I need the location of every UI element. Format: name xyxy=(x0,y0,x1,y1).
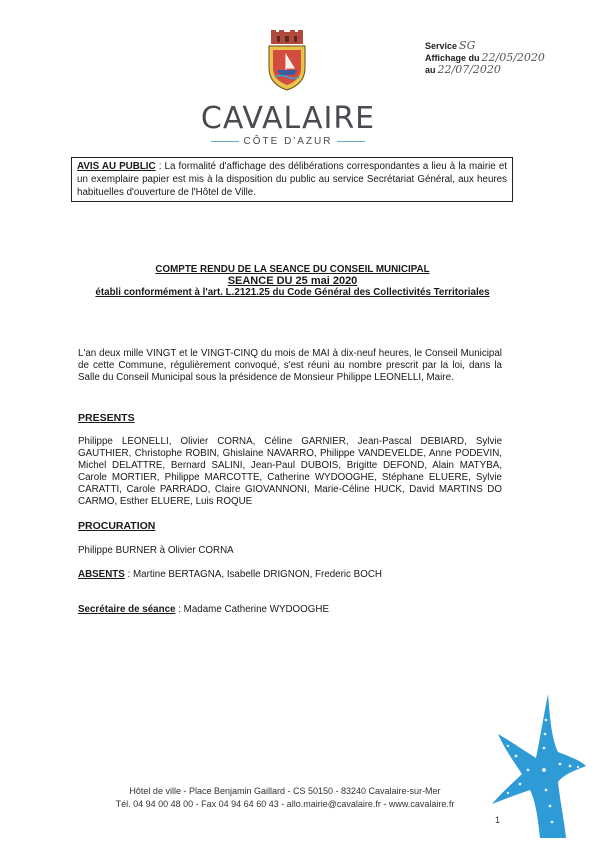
procuration-text: Philippe BURNER à Olivier CORNA xyxy=(78,545,234,556)
secretaire-label: Secrétaire de séance xyxy=(78,604,176,615)
coat-of-arms-logo xyxy=(265,30,309,92)
page-number: 1 xyxy=(495,815,501,825)
secretaire-text: : Madame Catherine WYDOOGHE xyxy=(175,604,330,615)
document-title-block xyxy=(90,264,495,299)
brand-rule-left xyxy=(211,141,239,142)
service-stamp xyxy=(425,40,590,76)
public-notice-box xyxy=(71,157,513,202)
stamp-affichage-value: 22/05/2020 xyxy=(481,51,545,64)
notice-text: : La formalité d'affichage des délibérations correspondantes a lieu à la mairie et un exemplaire papier est mis à la disposition du public au service Secrétariat Général, aux heures habituelles d'ouverture de l'Hôtel de Ville. xyxy=(77,161,507,198)
title-line-3: établi conformément à l'art. L.2121.25 du Code Général des Collectivités Territoriales xyxy=(95,287,490,298)
presents-heading: PRESENTS xyxy=(78,412,135,424)
footer-address: Hôtel de ville - Place Benjamin Gaillard - CS 50150 - 83240 Cavalaire-sur-Mer xyxy=(129,786,441,796)
brand-subtitle-text: CÔTE D'AZUR xyxy=(243,136,333,147)
notice-lead: AVIS AU PUBLIC xyxy=(77,161,156,172)
brand-rule-right xyxy=(337,141,365,142)
stamp-au-value: 22/07/2020 xyxy=(437,63,501,76)
absents-line xyxy=(78,569,502,581)
stamp-affichage-label: Affichage du xyxy=(425,53,480,63)
brand-name: CAVALAIRE xyxy=(200,101,376,136)
stamp-service-value: SG xyxy=(459,39,476,52)
absents-label: ABSENTS xyxy=(78,569,125,580)
footer-contact: Tél. 04 94 00 48 00 - Fax 04 94 64 60 43 - allo.mairie@cavalaire.fr - www.cavalaire.fr xyxy=(115,799,455,809)
title-line-1: COMPTE RENDU DE LA SEANCE DU CONSEIL MUNICIPAL xyxy=(155,264,430,275)
presents-list: Philippe LEONELLI, Olivier CORNA, Céline GARNIER, Jean-Pascal DEBIARD, Sylvie GAUTHIER, Christophe ROBIN, Ghislaine NAVARRO, Philippe VANDEVELDE, Anne PODEVIN, Michel DELATTRE, Bernard SALINI, Jean-Paul DUBOIS, Brigitte DEFOND, Alain MATYBA, Carole MORTIER, Philippe MARCOTTE, Catherine WYDOOGHE, Stéphane ELUERE, Sylvie CARATTI, Carole PARRADO, Claire GIOVANNONI, Marie-Céline HUCK, David MARTINS DO CARMO, Esther ELUERE, Luis ROQUE xyxy=(78,436,502,507)
brand-block xyxy=(196,101,380,147)
procuration-heading: PROCURATION xyxy=(78,520,156,532)
title-line-2: SEANCE DU 25 mai 2020 xyxy=(227,274,358,287)
brand-subtitle xyxy=(196,136,380,147)
intro-paragraph: L'an deux mille VINGT et le VINGT-CINQ du mois de MAI à dix-neuf heures, le Conseil Municipal de cette Commune, régulièrement convoqué, s'est réuni au nombre prescrit par la loi, dans la Salle du Conseil Municipal sous la présidence de Monsieur Philippe LEONELLI, Maire. xyxy=(78,348,502,383)
stamp-au-row xyxy=(425,64,590,76)
starfish-decoration xyxy=(488,690,588,840)
page-footer xyxy=(70,785,500,811)
stamp-service-label: Service xyxy=(425,41,458,51)
absents-text: : Martine BERTAGNA, Isabelle DRIGNON, Frederic BOCH xyxy=(124,569,382,580)
stamp-au-label: au xyxy=(425,65,436,75)
secretaire-line xyxy=(78,604,502,616)
